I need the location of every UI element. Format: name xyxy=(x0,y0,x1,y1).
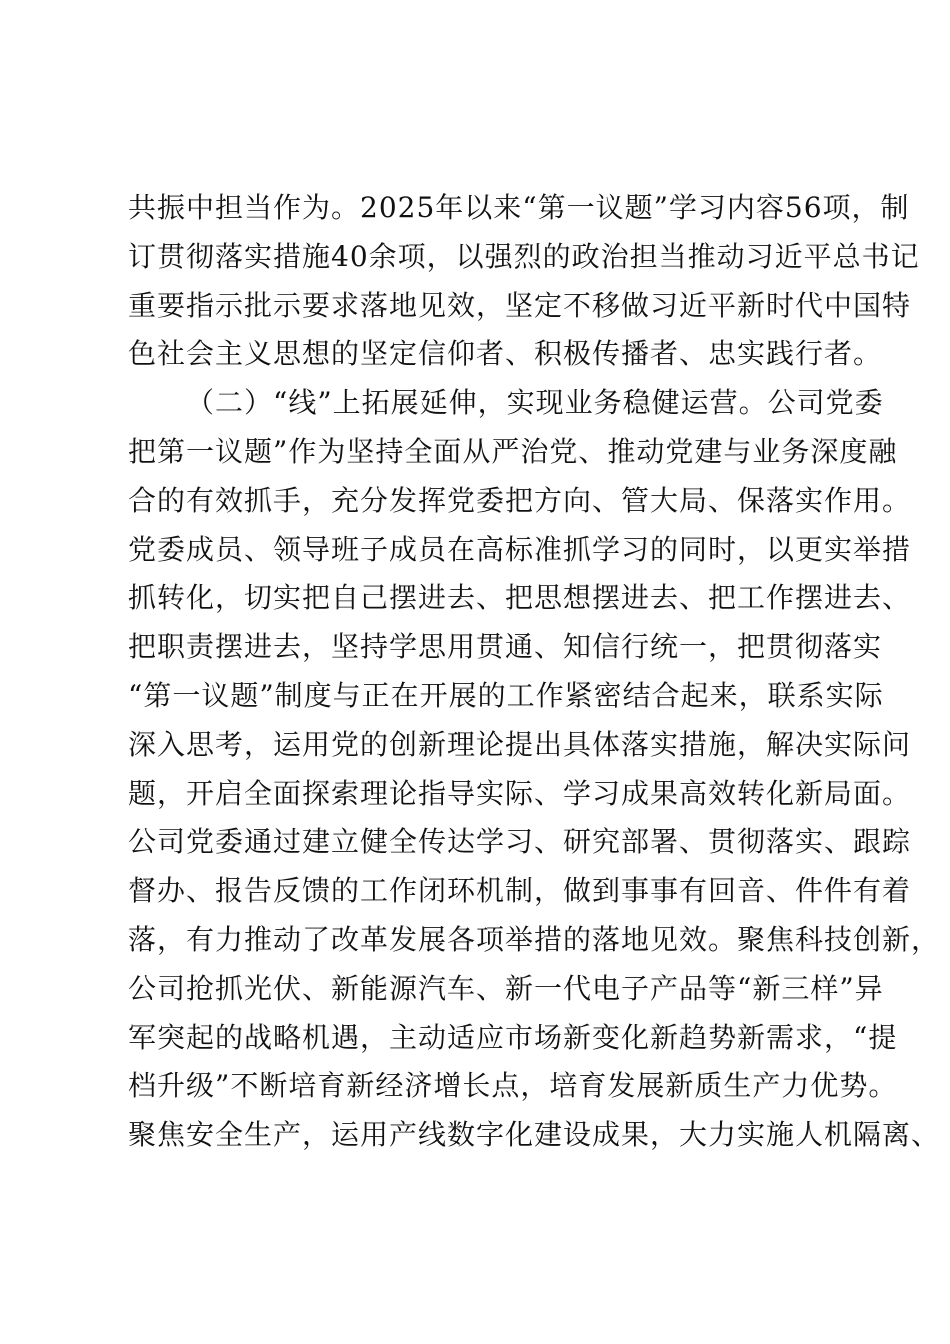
text-line: 色社会主义思想的坚定信仰者、积极传播者、忠实践行者。 xyxy=(128,337,883,371)
text-line: 党委成员、领导班子成员在高标准抓学习的同时，以更实举措 xyxy=(128,532,912,566)
text-line: 题，开启全面探索理论指导实际、学习成果高效转化新局面。 xyxy=(128,776,912,810)
text-line: 督办、报告反馈的工作闭环机制，做到事事有回音、件件有着 xyxy=(128,874,912,908)
text-line: 深入思考，运用党的创新理论提出具体落实措施，解决实际问 xyxy=(128,727,912,761)
text-line: “第一议题”制度与正在开展的工作紧密结合起来，联系实际 xyxy=(128,678,884,712)
text-line: 档升级”不断培育新经济增长点，培育发展新质生产力优势。 xyxy=(128,1069,898,1103)
text-line: 抓转化，切实把自己摆进去、把思想摆进去、把工作摆进去、 xyxy=(128,581,912,615)
text-line: 公司党委通过建立健全传达学习、研究部署、贯彻落实、跟踪 xyxy=(128,825,912,859)
text-line: 合的有效抓手，充分发挥党委把方向、管大局、保落实作用。 xyxy=(128,483,912,517)
text-line: 把第一议题”作为坚持全面从严治党、推动党建与业务深度融 xyxy=(128,434,898,468)
text-line: 聚焦安全生产，运用产线数字化建设成果，大力实施人机隔离、 xyxy=(128,1118,941,1152)
body-text xyxy=(128,184,941,1160)
section-heading-line: （二）“线”上拓展延伸，实现业务稳健运营。公司党委 xyxy=(186,386,884,420)
text-line: 共振中担当作为。2025年以来“第一议题”学习内容56项，制 xyxy=(128,191,910,224)
text-line: 订贯彻落实措施40余项，以强烈的政治担当推动习近平总书记 xyxy=(128,239,920,273)
text-line: 军突起的战略机遇，主动适应市场新变化新趋势新需求，“提 xyxy=(128,1020,898,1054)
text-line: 落，有力推动了改革发展各项举措的落地见效。聚焦科技创新， xyxy=(128,922,941,956)
text-line: 把职责摆进去，坚持学思用贯通、知信行统一，把贯彻落实 xyxy=(128,630,883,664)
text-line: 重要指示批示要求落地见效，坚定不移做习近平新时代中国特 xyxy=(128,288,912,322)
text-line: 公司抢抓光伏、新能源汽车、新一代电子产品等“新三样”异 xyxy=(128,971,884,1005)
